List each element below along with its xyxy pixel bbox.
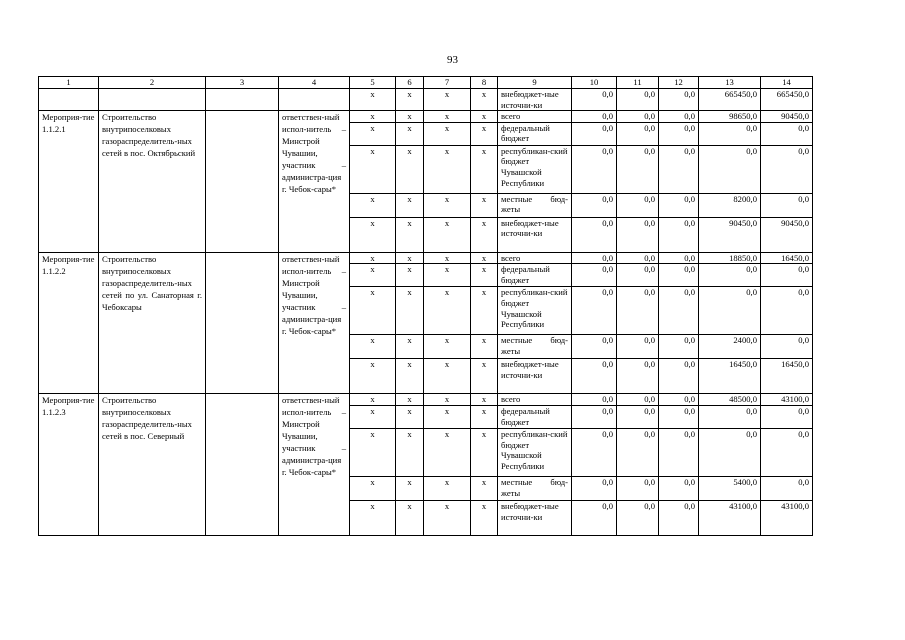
indicator-cell: x [471, 252, 498, 264]
amount-cell: 0,0 [659, 359, 699, 394]
amount-cell: 0,0 [572, 428, 617, 476]
amount-cell: 0,0 [659, 264, 699, 287]
indicator-cell: x [350, 394, 396, 406]
amount-cell: 0,0 [617, 145, 659, 193]
indicator-cell: x [396, 428, 424, 476]
amount-cell: 0,0 [572, 89, 617, 111]
amount-cell: 18850,0 [699, 252, 761, 264]
indicator-cell: x [424, 217, 471, 252]
amount-cell: 5400,0 [699, 476, 761, 500]
amount-cell: 0,0 [761, 193, 813, 217]
amount-cell: 0,0 [572, 500, 617, 535]
indicator-cell: x [396, 500, 424, 535]
indicator-cell: x [350, 217, 396, 252]
amount-cell: 0,0 [761, 122, 813, 145]
indicator-cell: x [396, 264, 424, 287]
table-row [39, 394, 813, 406]
funding-source: республикан-ский бюджет Чувашской Республики [498, 145, 572, 193]
amount-cell: 0,0 [659, 405, 699, 428]
amount-cell: 0,0 [572, 145, 617, 193]
indicator-cell: x [350, 359, 396, 394]
amount-cell: 0,0 [659, 145, 699, 193]
amount-cell: 8200,0 [699, 193, 761, 217]
header-cell: 6 [396, 77, 424, 89]
empty-cell [206, 111, 279, 253]
amount-cell: 0,0 [659, 111, 699, 123]
indicator-cell: x [471, 217, 498, 252]
amount-cell: 43100,0 [699, 500, 761, 535]
measure-title: Строительство внутрипоселковых газораспределитель-ных сетей в пос. Северный [99, 394, 206, 536]
amount-cell: 0,0 [572, 111, 617, 123]
funding-source: федеральный бюджет [498, 122, 572, 145]
amount-cell: 2400,0 [699, 335, 761, 359]
indicator-cell: x [471, 359, 498, 394]
responsible-executor: ответствен-ный испол-нитель – Минстрой Чувашии, участник – администра-ция г. Чебок-сары* [279, 394, 350, 536]
indicator-cell: x [424, 252, 471, 264]
header-cell: 2 [99, 77, 206, 89]
header-cell: 12 [659, 77, 699, 89]
indicator-cell: x [471, 476, 498, 500]
amount-cell: 48500,0 [699, 394, 761, 406]
header-cell: 3 [206, 77, 279, 89]
header-cell: 7 [424, 77, 471, 89]
indicator-cell: x [396, 405, 424, 428]
amount-cell: 665450,0 [761, 89, 813, 111]
measure-id: Мероприя-тие 1.1.2.2 [39, 252, 99, 394]
amount-cell: 0,0 [699, 264, 761, 287]
indicator-cell: x [350, 252, 396, 264]
indicator-cell: x [471, 264, 498, 287]
amount-cell: 0,0 [699, 122, 761, 145]
amount-cell: 0,0 [761, 476, 813, 500]
indicator-cell: x [424, 264, 471, 287]
amount-cell: 0,0 [617, 359, 659, 394]
amount-cell: 16450,0 [761, 252, 813, 264]
amount-cell: 0,0 [572, 335, 617, 359]
indicator-cell: x [396, 89, 424, 111]
table-row [39, 252, 813, 264]
amount-cell: 0,0 [572, 252, 617, 264]
indicator-cell: x [471, 145, 498, 193]
amount-cell: 0,0 [659, 193, 699, 217]
amount-cell: 0,0 [572, 217, 617, 252]
header-cell: 8 [471, 77, 498, 89]
amount-cell: 0,0 [761, 145, 813, 193]
amount-cell: 90450,0 [699, 217, 761, 252]
indicator-cell: x [471, 394, 498, 406]
amount-cell: 0,0 [617, 89, 659, 111]
amount-cell: 0,0 [572, 476, 617, 500]
amount-cell: 0,0 [572, 122, 617, 145]
indicator-cell: x [350, 111, 396, 123]
header-cell: 1 [39, 77, 99, 89]
measure-id: Мероприя-тие 1.1.2.3 [39, 394, 99, 536]
header-cell: 11 [617, 77, 659, 89]
indicator-cell: x [350, 264, 396, 287]
amount-cell: 0,0 [699, 428, 761, 476]
amount-cell: 0,0 [617, 500, 659, 535]
amount-cell: 0,0 [659, 394, 699, 406]
amount-cell: 98650,0 [699, 111, 761, 123]
header-cell: 5 [350, 77, 396, 89]
amount-cell: 0,0 [617, 264, 659, 287]
indicator-cell: x [424, 394, 471, 406]
indicator-cell: x [396, 476, 424, 500]
amount-cell: 0,0 [617, 122, 659, 145]
amount-cell: 0,0 [572, 287, 617, 335]
amount-cell: 0,0 [572, 264, 617, 287]
amount-cell: 0,0 [761, 287, 813, 335]
amount-cell: 0,0 [659, 500, 699, 535]
funding-source: внебюджет-ные источни-ки [498, 217, 572, 252]
amount-cell: 0,0 [659, 287, 699, 335]
indicator-cell: x [350, 145, 396, 193]
funding-source: внебюджет-ные источни-ки [498, 500, 572, 535]
table-row [39, 111, 813, 123]
amount-cell: 0,0 [699, 145, 761, 193]
indicator-cell: x [424, 89, 471, 111]
funding-source: местные бюд-жеты [498, 335, 572, 359]
funding-source: местные бюд-жеты [498, 193, 572, 217]
amount-cell: 0,0 [572, 193, 617, 217]
funding-source: всего [498, 394, 572, 406]
funding-source: внебюджет-ные источни-ки [498, 359, 572, 394]
indicator-cell: x [350, 193, 396, 217]
header-cell: 13 [699, 77, 761, 89]
responsible-executor: ответствен-ный испол-нитель – Минстрой Чувашии, участник – администра-ция г. Чебок-сары* [279, 252, 350, 394]
indicator-cell: x [424, 193, 471, 217]
amount-cell: 16450,0 [761, 359, 813, 394]
amount-cell: 43100,0 [761, 394, 813, 406]
funding-source: республикан-ский бюджет Чувашской Республики [498, 428, 572, 476]
indicator-cell: x [471, 287, 498, 335]
header-cell: 4 [279, 77, 350, 89]
header-row [39, 77, 813, 89]
funding-source: республикан-ский бюджет Чувашской Республики [498, 287, 572, 335]
indicator-cell: x [424, 405, 471, 428]
amount-cell: 0,0 [572, 394, 617, 406]
indicator-cell: x [424, 428, 471, 476]
amount-cell: 0,0 [761, 405, 813, 428]
measure-title: Строительство внутрипоселковых газораспределитель-ных сетей по ул. Санаторная г. Чебоксары [99, 252, 206, 394]
amount-cell: 0,0 [617, 252, 659, 264]
empty-cell [206, 394, 279, 536]
header-cell: 10 [572, 77, 617, 89]
indicator-cell: x [471, 193, 498, 217]
indicator-cell: x [424, 359, 471, 394]
indicator-cell: x [424, 476, 471, 500]
amount-cell: 0,0 [659, 122, 699, 145]
indicator-cell: x [350, 89, 396, 111]
amount-cell: 0,0 [659, 335, 699, 359]
indicator-cell: x [396, 217, 424, 252]
indicator-cell: x [471, 405, 498, 428]
header-cell: 14 [761, 77, 813, 89]
indicator-cell: x [424, 287, 471, 335]
measure-title: Строительство внутрипоселковых газораспределитель-ных сетей в пос. Октябрьский [99, 111, 206, 253]
funding-source: внебюджет-ные источни-ки [498, 89, 572, 111]
indicator-cell: x [471, 122, 498, 145]
indicator-cell: x [471, 111, 498, 123]
amount-cell: 0,0 [617, 193, 659, 217]
funding-source: местные бюд-жеты [498, 476, 572, 500]
amount-cell: 0,0 [659, 252, 699, 264]
amount-cell: 0,0 [617, 217, 659, 252]
indicator-cell: x [424, 145, 471, 193]
continuation-row [39, 89, 813, 111]
indicator-cell: x [471, 500, 498, 535]
indicator-cell: x [350, 335, 396, 359]
funding-source: всего [498, 111, 572, 123]
indicator-cell: x [350, 428, 396, 476]
header-cell: 9 [498, 77, 572, 89]
indicator-cell: x [396, 394, 424, 406]
amount-cell: 90450,0 [761, 111, 813, 123]
amount-cell: 665450,0 [699, 89, 761, 111]
amount-cell: 0,0 [572, 359, 617, 394]
indicator-cell: x [396, 122, 424, 145]
indicator-cell: x [471, 428, 498, 476]
amount-cell: 0,0 [617, 335, 659, 359]
indicator-cell: x [396, 252, 424, 264]
measure-id: Мероприя-тие 1.1.2.1 [39, 111, 99, 253]
amount-cell: 0,0 [699, 405, 761, 428]
amount-cell: 43100,0 [761, 500, 813, 535]
empty-cell [279, 89, 350, 111]
empty-cell [99, 89, 206, 111]
amount-cell: 0,0 [659, 89, 699, 111]
indicator-cell: x [396, 287, 424, 335]
indicator-cell: x [424, 500, 471, 535]
amount-cell: 0,0 [761, 264, 813, 287]
amount-cell: 0,0 [761, 428, 813, 476]
empty-cell [39, 89, 99, 111]
amount-cell: 0,0 [617, 394, 659, 406]
amount-cell: 0,0 [617, 428, 659, 476]
indicator-cell: x [424, 335, 471, 359]
amount-cell: 0,0 [699, 287, 761, 335]
indicator-cell: x [471, 335, 498, 359]
empty-cell [206, 89, 279, 111]
amount-cell: 16450,0 [699, 359, 761, 394]
amount-cell: 0,0 [572, 405, 617, 428]
amount-cell: 0,0 [617, 111, 659, 123]
indicator-cell: x [396, 359, 424, 394]
amount-cell: 0,0 [659, 476, 699, 500]
empty-cell [206, 252, 279, 394]
funding-table [38, 76, 813, 536]
indicator-cell: x [350, 476, 396, 500]
indicator-cell: x [396, 335, 424, 359]
indicator-cell: x [350, 122, 396, 145]
funding-source: федеральный бюджет [498, 405, 572, 428]
indicator-cell: x [471, 89, 498, 111]
indicator-cell: x [350, 500, 396, 535]
indicator-cell: x [424, 111, 471, 123]
indicator-cell: x [424, 122, 471, 145]
indicator-cell: x [350, 287, 396, 335]
indicator-cell: x [350, 405, 396, 428]
amount-cell: 0,0 [659, 428, 699, 476]
funding-source: федеральный бюджет [498, 264, 572, 287]
indicator-cell: x [396, 145, 424, 193]
amount-cell: 90450,0 [761, 217, 813, 252]
amount-cell: 0,0 [761, 335, 813, 359]
funding-source: всего [498, 252, 572, 264]
indicator-cell: x [396, 111, 424, 123]
responsible-executor: ответствен-ный испол-нитель – Минстрой Чувашии, участник – администра-ция г. Чебок-сары* [279, 111, 350, 253]
amount-cell: 0,0 [617, 476, 659, 500]
indicator-cell: x [396, 193, 424, 217]
amount-cell: 0,0 [617, 287, 659, 335]
page-number: 93 [447, 54, 458, 66]
amount-cell: 0,0 [617, 405, 659, 428]
amount-cell: 0,0 [659, 217, 699, 252]
